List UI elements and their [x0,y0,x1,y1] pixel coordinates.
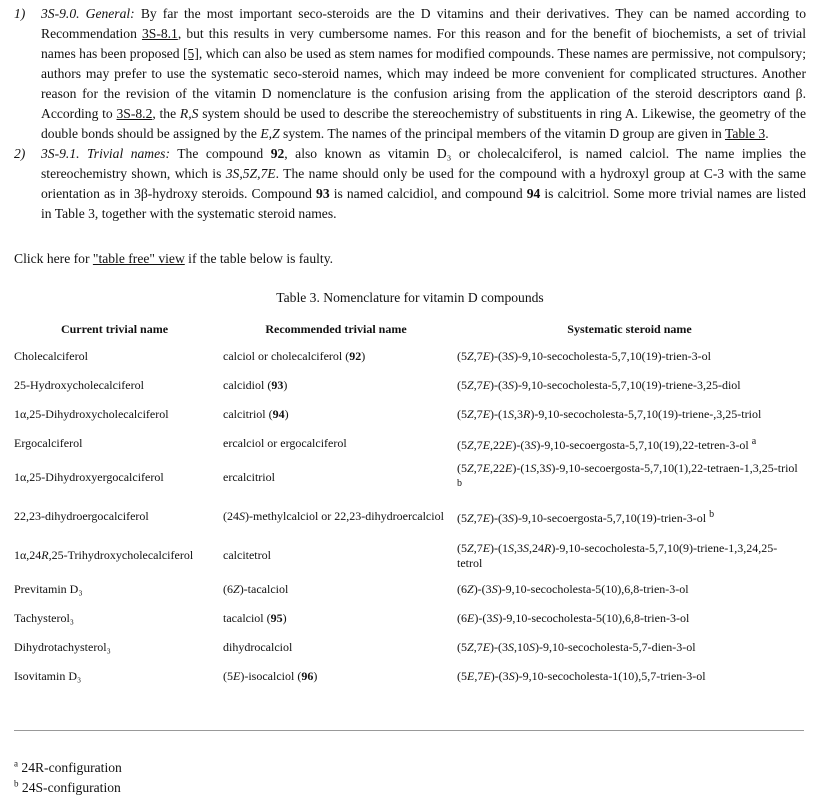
table-row [10,400,806,429]
cell-recommended-name: (6Z)-tacalciol [223,582,289,596]
footnote-divider [14,730,804,731]
cell-current-name: Isovitamin D₃ [14,669,82,683]
cell-recommended-name: calcitetrol [223,548,271,562]
table-row [10,575,806,604]
cell-systematic-name: (6E)-(3S)-9,10-secocholesta-5(10),6,8-trien-3-ol [457,611,690,625]
header-current-trivial-name: Current trivial name [60,321,169,336]
text: system. The names of the principal members of the vitamin D group are given in [283,126,722,141]
cell-systematic-name: (5Z,7E)-(1S,3S,24R)-9,10-secocholesta-5,7,10(9)-triene-1,3,24,25-tetrol [457,540,778,570]
footnote-text: 24R-configuration [21,760,122,775]
table-row [10,371,806,400]
cell-recommended-name: (5E)-isocalciol (96) [223,669,318,683]
text: and [770,86,791,101]
compound-94: 94 [526,186,541,201]
text: . The name should only be used for the compound with a hydroxyl group at C-3 with the same orientation as in 3 [41,166,806,201]
text: system should be used to describe the stereochemistry of substituents in ring A. Likewise, the geometry of the double bonds should be assigned by the [41,106,806,141]
footnote-mark: b [14,778,19,789]
footnote-mark: a [14,758,18,769]
cell-systematic-name: (5Z,7E)-(3S)-9,10-secocholesta-5,7,10(19)-triene-3,25-diol [457,378,741,392]
table-row [10,342,806,371]
paragraph-number: 1) [14,6,26,21]
link-3s-8-1[interactable]: 3S-8.1 [141,26,178,41]
cell-recommended-name: calciol or cholecalciferol (92) [223,349,366,363]
rule-heading: 3S-9.0. General: [41,6,135,21]
text: is named calcidiol, and compound [333,186,523,201]
rule-heading: 3S-9.1. Trivial names: [41,146,170,161]
footnote-a [14,758,122,778]
rule-list [14,4,806,224]
cell-recommended-name: ercalcitriol [223,470,275,484]
alpha-symbol: α [763,86,771,101]
beta-symbol: β [140,186,148,201]
table-row [10,662,806,691]
link-3s-8-2[interactable]: 3S-8.2 [116,106,153,121]
cell-current-name: Cholecalciferol [14,349,88,363]
paragraph-general [14,4,806,144]
header-recommended-trivial-name: Recommended trivial name [265,321,407,336]
text: . According to [41,86,806,121]
beta-symbol: β [795,86,803,101]
text: if the table below is faulty. [188,251,334,266]
cell-current-name: Dihydrotachysterol₃ [14,640,111,654]
cell-current-name: 1α,24R,25-Trihydroxycholecalciferol [14,548,194,562]
nomenclature-table [10,316,806,691]
header-systematic-name: Systematic steroid name [567,321,692,336]
cell-current-name: 1α,25-Dihydroxyergocalciferol [14,470,164,484]
cell-current-name: 25-Hydroxycholecalciferol [14,378,144,392]
text: , but this results in very cumbersome names. For this reason and for the benefit of biochemists, a set of trivial names has been proposed [41,26,806,61]
table-header-row [10,316,806,342]
table-row [10,497,806,536]
cell-recommended-name: ercalciol or ergocalciferol [223,436,347,450]
cell-systematic-name: (6Z)-(3S)-9,10-secocholesta-5(10),6,8-trien-3-ol [457,582,689,596]
text: , also known as vitamin D₃ or cholecalciferol, is named calciol. The name implies the stereochemistry shown, which is [41,146,806,181]
cell-systematic-name: (5E,7E)-(3S)-9,10-secocholesta-1(10),5,7-trien-3-ol [457,669,706,683]
cell-recommended-name: tacalciol (95) [223,611,287,625]
cell-current-name: Tachysterol₃ [14,611,74,625]
rs-descriptor: R,S [179,106,199,121]
table-row [10,633,806,662]
text: By far the most important seco-steroids are the D vitamins and their derivatives. They can be named according to Recommendation [41,6,806,41]
ez-descriptor: E,Z [260,126,280,141]
cell-recommended-name: dihydrocalciol [223,640,293,654]
stereo-descriptor: 3S,5Z,7E [225,166,276,181]
cell-recommended-name: calcitriol (94) [223,407,289,421]
table-row [10,536,806,575]
paragraph-trivial-names [14,144,806,224]
text: , the [152,106,177,121]
link-table-3[interactable]: Table 3 [725,126,766,141]
link-ref-5[interactable]: [5] [183,46,199,61]
text: Click here for [14,251,90,266]
table-caption: Table 3. Nomenclature for vitamin D compounds [276,290,544,305]
table-free-view-link[interactable]: "table free" view [92,251,185,266]
text: The compound [177,146,264,161]
compound-93: 93 [316,186,330,201]
table-row [10,429,806,458]
cell-systematic-name: (5Z,7E,22E)-(1S,3S)-9,10-secoergosta-5,7,10(1),22-tetraen-1,3,25-triol $^b$ [457,460,798,489]
cell-systematic-name: (5Z,7E)-(3S)-9,10-secoergosta-5,7,10(19)-trien-3-ol $^b$ [457,509,715,525]
cell-current-name: Previtamin D₃ [14,582,83,596]
cell-recommended-name: calcidiol (93) [223,378,288,392]
text: is calcitriol. Some more trivial names are listed in Table 3, together with the systematic steroid names. [41,186,806,221]
footnote-text: 24S-configuration [21,780,121,795]
table-row [10,458,806,497]
cell-recommended-name: (24S)-methylcalciol or 22,23-dihydroercalciol [223,509,444,523]
table-row [10,604,806,633]
text: . [765,126,769,141]
paragraph-number: 2) [14,146,26,161]
cell-current-name: Ergocalciferol [14,436,83,450]
cell-current-name: 1α,25-Dihydroxycholecalciferol [14,407,169,421]
cell-systematic-name: (5Z,7E,22E)-(3S)-9,10-secoergosta-5,7,10(19),22-tetren-3-ol $^a$ [457,436,757,452]
cell-systematic-name: (5Z,7E)-(1S,3R)-9,10-secocholesta-5,7,10(19)-triene-,3,25-triol [457,407,762,421]
cell-systematic-name: (5Z,7E)-(3S)-9,10-secocholesta-5,7,10(19)-trien-3-ol [457,349,711,363]
cell-systematic-name: (5Z,7E)-(3S,10S)-9,10-secocholesta-5,7-dien-3-ol [457,640,696,654]
text: -hydroxy steroids. Compound [147,186,312,201]
cell-current-name: 22,23-dihydroergocalciferol [14,509,149,523]
footnote-b [14,778,121,798]
table-free-notice [14,249,333,269]
compound-92: 92 [270,146,285,161]
text: , which can also be used as stem names for modified compounds. These names are permissive, not compulsory; authors may prefer to use the systematic seco-steroid names, which may indeed be more convenient for complicated structures. Another reason for the revision of the vitamin D nomenclature is the confusion arising from the application of the steroid descriptors [41,46,807,101]
